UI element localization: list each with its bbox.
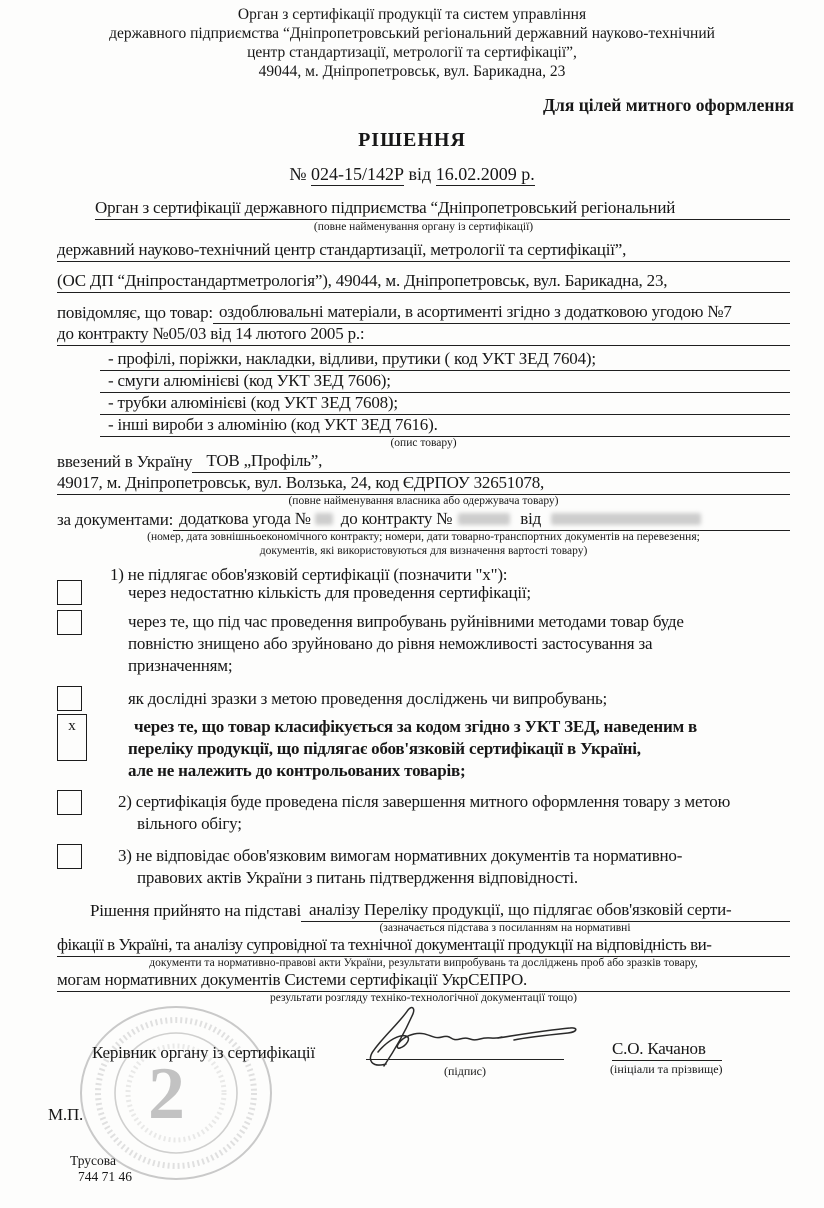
documents-label: за документами: xyxy=(57,510,174,529)
importer-label: ввезений в Україну xyxy=(57,452,193,471)
importer-row xyxy=(57,450,790,473)
documents-caption-2: документів, які використовуються для визначення вартості товару) xyxy=(259,545,588,557)
option-text: через те, що під час проведення випробувань руйнівними методами товар буде xyxy=(128,612,684,631)
letterhead xyxy=(0,5,824,81)
checkbox-x-mark: х xyxy=(68,718,76,734)
org-caption: (повне найменування органу із сертифікації) xyxy=(313,221,534,233)
section1-heading: 1) не підлягає обов'язковій сертифікації (позначити "х"): xyxy=(110,565,508,584)
seal-place-label: М.П. xyxy=(48,1105,84,1124)
option-text-bold: переліку продукції, що підлягає обов'язковій сертифікації в Україні, xyxy=(128,739,641,758)
goods-item: - трубки алюмінієві (код УКТ ЗЕД 7608); xyxy=(100,392,790,415)
section2-text: 2) сертифікація буде проведена після завершення митного оформлення товару з метою xyxy=(118,792,731,811)
decision-number: 024-15/142Р xyxy=(311,164,405,184)
letterhead-line: Орган з сертифікації продукції та систем управління xyxy=(237,6,587,23)
signatory-name: С.О. Качанов xyxy=(612,1038,722,1061)
checkbox-research-samples xyxy=(57,686,82,711)
purpose-note: Для цілей митного оформлення xyxy=(543,95,794,115)
executor-name: Трусова xyxy=(70,1153,116,1168)
redacted-value xyxy=(315,513,333,525)
goods-intro-row xyxy=(57,301,790,324)
checkbox-ukt-zed-code-checked xyxy=(57,714,87,761)
importer-name: ТОВ „Профіль”, xyxy=(192,450,790,473)
basis-caption-2: документи та нормативно-правові акти України, результати випробувань та досліджень проб або зразків товару, xyxy=(149,957,698,969)
redacted-value xyxy=(551,513,701,525)
number-sign: № xyxy=(289,164,307,184)
redacted-value xyxy=(458,513,510,525)
basis-intro-row xyxy=(90,899,790,922)
signatory-title: Керівник органу із сертифікації xyxy=(92,1043,315,1062)
goods-line-1: оздоблювальні матеріали, в асортименті згідно з додатковою угодою №7 xyxy=(213,301,790,324)
basis-caption-3: результати розгляду техніко-технологічної документації тощо) xyxy=(269,992,577,1004)
basis-caption-1: (зазначається підстава з посиланням на нормативні xyxy=(379,922,631,934)
section3-text: 3) не відповідає обов'язковим вимогам нормативних документів та нормативно- xyxy=(118,846,683,865)
importer-caption: (повне найменування власника або одержувача товару) xyxy=(288,495,559,507)
checkbox-after-customs xyxy=(57,790,82,815)
goods-item: - смуги алюмінієві (код УКТ ЗЕД 7606); xyxy=(100,370,790,393)
option-text: як дослідні зразки з метою проведення досліджень чи випробувань; xyxy=(128,689,608,708)
goods-item: - інші вироби з алюмінію (код УКТ ЗЕД 7616). xyxy=(100,414,790,437)
basis-line-1: аналізу Переліку продукції, що підлягає обов'язковій серти- xyxy=(301,899,790,922)
stamp-number: 2 xyxy=(148,1053,185,1135)
letterhead-line: державного підприємства “Дніпропетровський регіональний державний науково-технічний xyxy=(109,25,715,42)
basis-line-2: фікації в Україні, та аналізу супровідної та технічної документації продукції на відповідність ви- xyxy=(57,934,790,957)
importer-address: 49017, м. Дніпропетровськ, вул. Волзька, 24, код ЄДРПОУ 32651078, xyxy=(57,472,790,495)
goods-caption: (опис товару) xyxy=(390,437,457,449)
signatory-name-caption: (ініціали та прізвище) xyxy=(610,1062,723,1076)
option-text: через недостатню кількість для проведення сертифікації; xyxy=(128,583,531,602)
org-name-line-1: Орган з сертифікації державного підприємства “Дніпропетровський регіональний xyxy=(95,197,790,220)
signature-ink xyxy=(348,1006,588,1068)
basis-intro: Рішення прийнято на підставі xyxy=(90,901,301,920)
documents-row xyxy=(57,508,790,531)
checkbox-insufficient-quantity xyxy=(57,580,82,605)
page-title: РІШЕННЯ xyxy=(358,129,466,151)
org-name-line-2: державний науково-технічний центр стандартизації, метрології та сертифікації”, xyxy=(57,239,790,262)
checkbox-non-compliant xyxy=(57,844,82,869)
notify-label: повідомляє, що товар: xyxy=(57,303,213,322)
letterhead-line: центр стандартизації, метрології та сертифікації”, xyxy=(247,44,577,61)
documents-value xyxy=(173,508,790,531)
number-vid: від xyxy=(408,164,432,184)
option-text-bold: але не належить до контрольованих товарів; xyxy=(128,761,466,780)
decision-number-line xyxy=(0,164,824,185)
option-text: повністю знищено або зруйновано до рівня неможливості застосування за xyxy=(128,634,653,653)
documents-part-1: додаткова угода № xyxy=(179,509,311,528)
basis-line-3: могам нормативних документів Системи сертифікації УкрСЕПРО. xyxy=(57,969,790,992)
letterhead-line: 49044, м. Дніпропетровськ, вул. Барикадна, 23 xyxy=(258,63,566,80)
option-text-bold: через те, що товар класифікується за кодом згідно з УКТ ЗЕД, наведеним в xyxy=(134,717,698,736)
section3-text: правових актів України з питань підтвердження відповідності. xyxy=(137,868,578,887)
goods-line-2: до контракту №05/03 від 14 лютого 2005 р.: xyxy=(57,323,790,346)
documents-caption-1: (номер, дата зовнішньоекономічного контракту; номери, дати товарно-транспортних документів на перевезення; xyxy=(147,531,700,543)
goods-item: - профілі, поріжки, накладки, відливи, прутики ( код УКТ ЗЕД 7604); xyxy=(100,348,790,371)
signature-caption: (підпис) xyxy=(443,1064,487,1078)
section2-text: вільного обігу; xyxy=(137,814,242,833)
org-name-line-3: (ОС ДП “Дніпростандартметрологія”), 49044, м. Дніпропетровськ, вул. Барикадна, 23, xyxy=(57,270,790,293)
decision-date: 16.02.2009 р. xyxy=(435,164,535,184)
documents-part-3: від xyxy=(520,509,542,528)
option-text: призначенням; xyxy=(128,656,233,675)
checkbox-destructive-testing xyxy=(57,610,82,635)
documents-part-2: до контракту № xyxy=(340,509,453,528)
executor-phone: 744 71 46 xyxy=(78,1169,132,1184)
